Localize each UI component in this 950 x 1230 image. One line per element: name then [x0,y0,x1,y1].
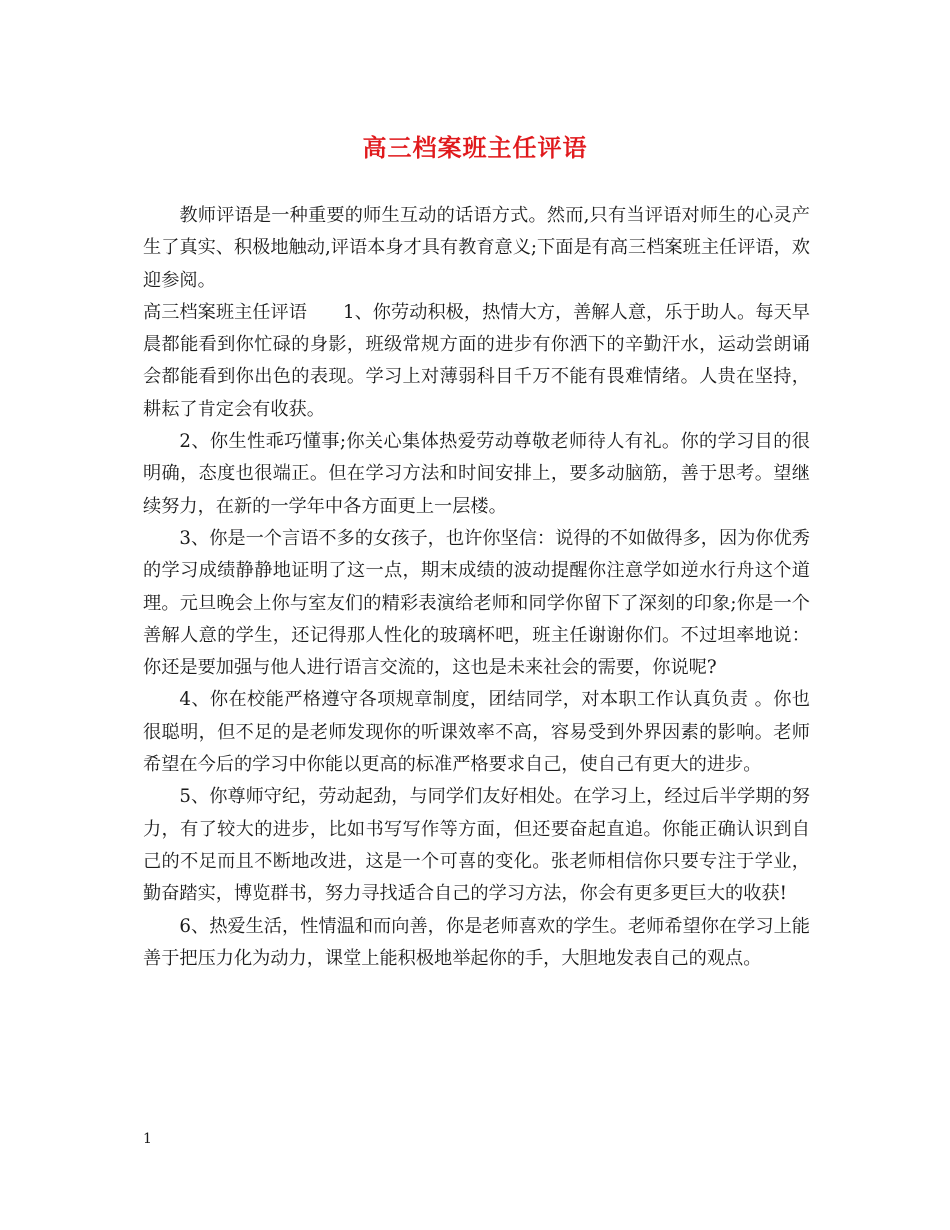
comment-paragraph-1 [143,297,810,426]
document-title: 高三档案班主任评语 [362,133,588,162]
comment-1-text: 1、你劳动积极，热情大方，善解人意，乐于助人。每天早晨都能看到你忙碌的身影，班级常规方面的进步有你洒下的辛勤汗水，运动尝朗诵会都能看到你出色的表现。学习上对薄弱科目千万不能有畏难情绪。人贵在坚持，耕耘了肯定会有收获。 [143,301,810,420]
comment-paragraph-2: 2、你生性乖巧懂事;你关心集体热爱劳动尊敬老师待人有礼。你的学习目的很明确，态度也很端正。但在学习方法和时间安排上，要多动脑筋，善于思考。望继续努力，在新的一学年中各方面更上一层楼。 [143,431,810,517]
intro-paragraph: 教师评语是一种重要的师生互动的话语方式。然而,只有当评语对师生的心灵产生了真实、积极地触动,评语本身才具有教育意义;下面是有高三档案班主任评语，欢迎参阅。 [143,205,810,291]
page-number: 1 [143,1131,152,1147]
comment-paragraph-3: 3、你是一个言语不多的女孩子，也许你坚信：说得的不如做得多，因为你优秀的学习成绩静静地证明了这一点，期末成绩的波动提醒你注意学如逆水行舟这个道理。元旦晚会上你与室友们的精彩表演给老师和同学你留下了深刻的印象;你是一个善解人意的学生，还记得那人性化的玻璃杯吧，班主任谢谢你们。不过坦率地说：你还是要加强与他人进行语言交流的，这也是未来社会的需要，你说呢? [143,527,810,679]
document-body [143,200,810,975]
comment-paragraph-4: 4、你在校能严格遵守各项规章制度，团结同学，对本职工作认真负责 。你也很聪明，但不足的是老师发现你的听课效率不高，容易受到外界因素的影响。老师希望在今后的学习中你能以更高的标准严格要求自己，使自己有更大的进步。 [143,689,810,776]
comment-paragraph-5: 5、你尊师守纪，劳动起劲，与同学们友好相处。在学习上，经过后半学期的努力，有了较大的进步，比如书写写作等方面，但还要奋起直追。你能正确认识到自己的不足而且不断地改进，这是一个可喜的变化。张老师相信你只要专注于学业，勤奋踏实，博览群书，努力寻找适合自己的学习方法，你会有更多更巨大的收获! [143,786,810,905]
section-heading: 高三档案班主任评语 [143,301,307,323]
comment-paragraph-6: 6、热爱生活，性情温和而向善，你是老师喜欢的学生。老师希望你在学习上能善于把压力化为动力，课堂上能积极地举起你的手，大胆地发表自己的观点。 [143,915,810,969]
